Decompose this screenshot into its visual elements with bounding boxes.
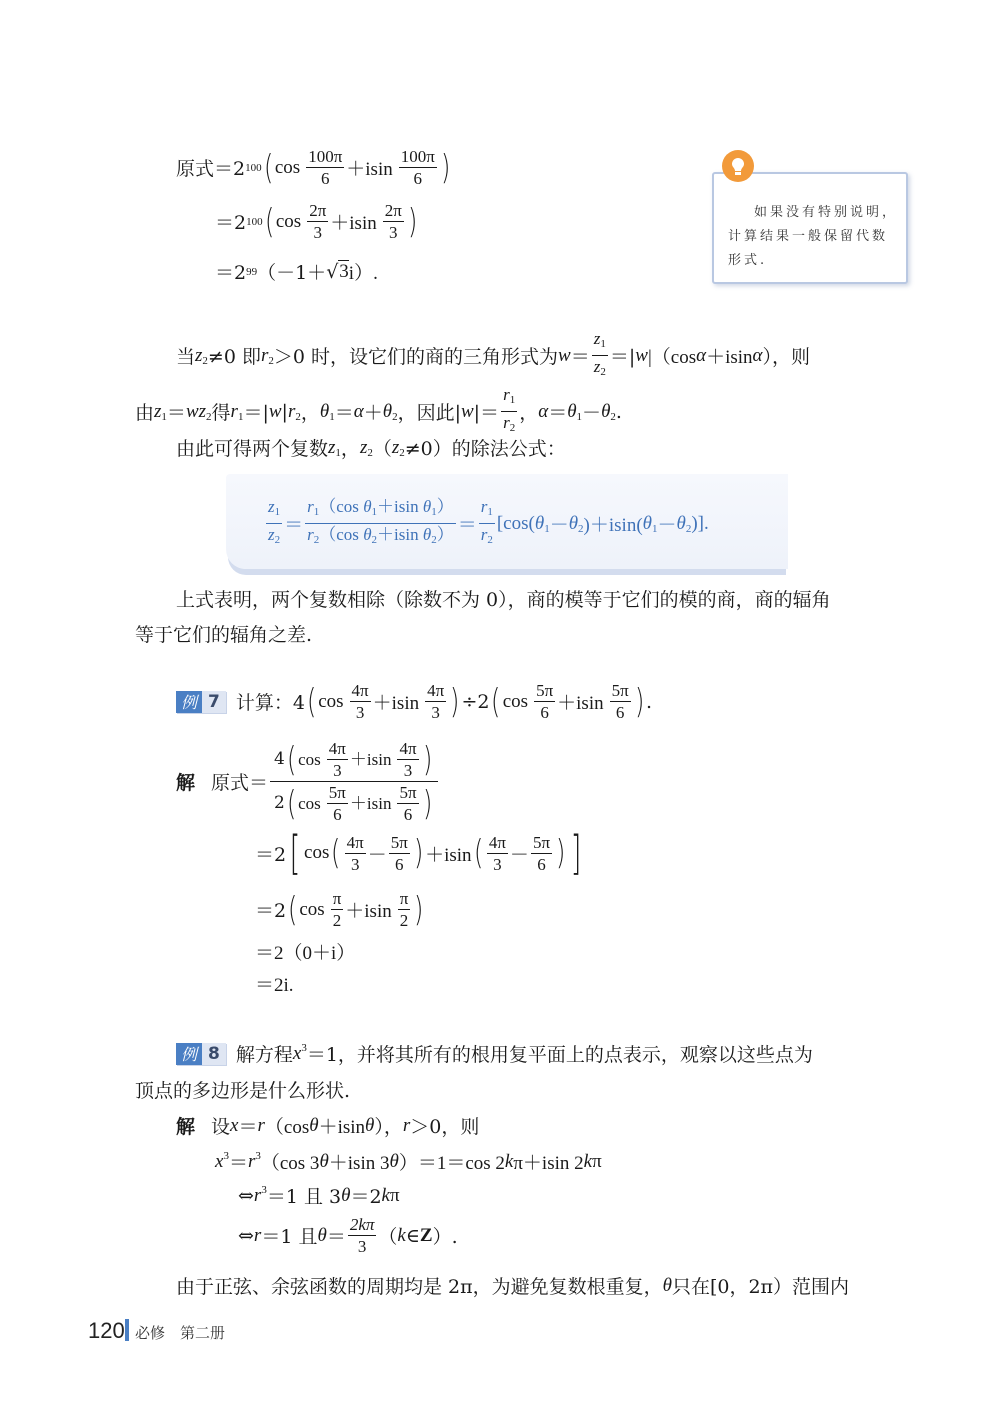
text: 4 (274, 749, 285, 769)
text: 设 (211, 1116, 231, 1138)
text: ＝ (228, 1152, 248, 1174)
text: （cos (319, 497, 364, 516)
sqrt-radicand: 3 (339, 261, 349, 282)
badge-number: 7 (202, 691, 226, 713)
text: 得 (211, 402, 231, 424)
text: 计算：4 (235, 692, 305, 714)
denominator: $z_2$ (268, 525, 281, 546)
denominator: 3 (333, 761, 342, 780)
text: Z (419, 1224, 433, 1246)
numerator: 5π (611, 681, 629, 700)
text: ＋isin (706, 347, 753, 368)
text: ＝2 (350, 1186, 382, 1208)
text: |＝ (473, 402, 500, 424)
tip-text: 如果没有特别说明，计算结果一般保留代数形式. (728, 205, 899, 268)
text: ≠0）的除法公式： (404, 438, 566, 460)
numerator: $r_1$ (479, 496, 495, 524)
text: ＝2 (255, 900, 287, 922)
paren: ( (264, 201, 274, 242)
text: ＝2 (255, 843, 287, 866)
example-7-badge (176, 691, 226, 713)
fraction (307, 200, 328, 243)
text: ＋ (363, 402, 383, 424)
paragraph-division-meaning-2: 等于它们的辐角之差. (135, 624, 313, 646)
text: 2 (274, 793, 285, 813)
denominator: 3 (403, 761, 413, 780)
fraction-r1-r2 (501, 384, 517, 439)
text: ⇔ (238, 1184, 254, 1207)
numerator: 4π (427, 681, 445, 700)
text: ＝ (334, 402, 354, 424)
denominator: 3 (357, 1237, 367, 1256)
denominator: 3 (431, 703, 440, 722)
example-8-solution-step-3: ⇔ $r^3$ ＝1 且 3 θ ＝2 k π (238, 1184, 400, 1208)
text: ＋isin (377, 525, 423, 544)
text: （－1＋ (257, 262, 327, 284)
denominator: $r_2$ (480, 525, 493, 546)
denominator: 3 (313, 223, 322, 242)
solution-label: 解 (176, 772, 196, 794)
text: （ (378, 1226, 398, 1248)
numerator: π (332, 889, 342, 908)
fraction (306, 146, 344, 189)
text: （ (372, 438, 392, 460)
paragraph-division-formula-intro: 由此可得两个复数 $z_1$ ， $z_2$ （ $z_2$ ≠0）的除法公式： (176, 434, 566, 461)
text: |（cos (647, 347, 697, 368)
text: ， (519, 402, 539, 424)
denominator: 6 (540, 703, 549, 722)
text: )＋isin( (583, 515, 643, 536)
text: ＝1 且 (261, 1226, 318, 1248)
page-number: 120 (88, 1318, 125, 1343)
numerator: 2π (309, 201, 327, 220)
denominator: 6 (320, 169, 330, 188)
text: 由此可得两个复数 (176, 438, 329, 460)
paren: ) (440, 147, 451, 188)
text: ＝1 且 3 (266, 1186, 342, 1208)
text: ＝2 (215, 262, 247, 284)
numerator: 4π (488, 832, 506, 852)
exponent: 100 (245, 161, 262, 174)
text: ≠0 即 (207, 346, 261, 368)
numerator: 2kπ (349, 1215, 375, 1234)
example-7-solution-step-2: ＝2 [ cos ( $\frac{4\pi}{3}$ － $\frac{5\pi}{6}$ ) ＋isin ( $\frac{4\pi}{3}$ － $\frac{5\pi}{6}$ ) ] (255, 826, 582, 880)
z2: $z_2$ (195, 344, 208, 367)
exponent: 100 (246, 215, 263, 228)
numerator: 4π (351, 681, 369, 700)
lightbulb-icon (718, 148, 758, 188)
text: ， (340, 438, 360, 460)
text: π＋isin 2 (513, 1153, 584, 1174)
numerator: 4π (399, 739, 417, 758)
text: ＝1，并将其所有的根用复平面上的点表示，观察以这些点为 (306, 1044, 813, 1066)
denominator: 2 (332, 911, 342, 930)
paren: ) (407, 201, 418, 242)
derivation-line-1 (176, 146, 452, 189)
text: ＝ (457, 514, 477, 536)
cos-text: cos (274, 156, 301, 178)
derivation-line-3 (215, 258, 378, 285)
fraction (383, 200, 404, 243)
denominator: 6 (615, 703, 625, 722)
text: π (389, 1184, 400, 1206)
division-formula-box (226, 474, 788, 569)
text: ＞0，则 (410, 1116, 480, 1138)
numerator: $r_1$ (501, 384, 517, 412)
text: ）. (432, 1226, 458, 1248)
text: 解方程 (235, 1044, 293, 1066)
text: － (549, 515, 569, 536)
example-8-prompt-line-2: 顶点的多边形是什么形状. (135, 1080, 351, 1102)
text: ＝| (609, 346, 636, 368)
text: ＋isin (425, 844, 472, 866)
text: ＝| (243, 402, 269, 424)
fraction-big (270, 738, 438, 825)
numerator: 5π (399, 783, 417, 802)
example-7-solution-step-3: ＝2 ( cos $\frac{\pi}{2}$ ＋isin $\frac{\pi}{2}$ ) (255, 889, 424, 930)
text: ＝ (166, 402, 186, 424)
text: ） (436, 525, 454, 544)
text: . (615, 400, 622, 423)
text: 原式＝2 (176, 158, 246, 180)
denominator: 6 (537, 854, 546, 874)
text: ＋isin 3 (328, 1153, 390, 1174)
text: 当 (176, 346, 196, 368)
badge-label: 例 (176, 691, 202, 713)
denominator: 3 (493, 854, 502, 874)
fraction-r1-r2 (479, 496, 495, 551)
text: )]. (691, 512, 709, 534)
numerator: 5π (536, 681, 554, 700)
example-8-solution-step-1: 解 设 x ＝ r （cos θ ＋isin θ ）， r ＞0，则 (176, 1112, 479, 1139)
denominator: 3 (389, 223, 398, 242)
derivation-line-2 (215, 200, 419, 243)
numerator: $r_1(\cos$ $\theta_1+isin$ $\theta_1$） (305, 496, 456, 524)
text: 由 (135, 402, 155, 424)
paragraph-quotient-intro: 当 $z_2$ ≠0 即 $r_2$ ＞0 时，设它们的商的三角形式为 w ＝ $\frac{z_1}{z_2}$ ＝| w |（cos α ＋isin α ），则 (176, 328, 810, 383)
text: － (657, 515, 677, 536)
badge-number: 8 (202, 1043, 226, 1065)
numerator: $z_1$ (592, 328, 608, 356)
text: cos (304, 842, 330, 863)
denominator: 6 (333, 805, 342, 824)
text: ，因此| (397, 402, 461, 424)
text: ÷2 (461, 690, 490, 713)
paren: ( (263, 147, 273, 188)
numerator: π (399, 889, 409, 908)
exponent: 99 (246, 265, 258, 278)
text: － (509, 843, 529, 866)
book-title: 必修 第二册 (135, 1324, 226, 1342)
denominator: $z_2$ (593, 357, 606, 378)
numerator: 100π (308, 147, 343, 166)
w-var: w (558, 344, 571, 366)
paragraph-modulus-argument: 由 $z_1$ ＝ $wz_2$ 得 $r_1$ ＝| w | $r_2$ ， $\theta_1$ ＝ α ＋ $\theta_2$ ，因此| w |＝ $\frac{r_1}{r_2}$ ， α ＝ $\theta_1$ － $\theta_2$ . (135, 384, 622, 439)
r2: $r_2$ (260, 344, 274, 367)
numerator: 4π (328, 739, 346, 758)
example-8-solution-step-2: $x^3$ ＝ $r^3$ （cos 3 θ ＋isin 3 θ ）＝1＝cos 2 k π＋isin 2 k π (215, 1150, 602, 1174)
cos-text: cos (275, 210, 302, 232)
denominator: 3 (350, 854, 360, 874)
numerator: 4π (346, 832, 364, 852)
example-8-badge (176, 1043, 226, 1065)
text: ）， (374, 1116, 403, 1138)
denominator: 6 (395, 854, 404, 874)
text: ＝ (284, 514, 304, 536)
denominator: $r_2$ (503, 413, 516, 434)
text: [cos( (496, 512, 535, 534)
text: ＋isin (318, 1117, 366, 1138)
isin-text: ＋isin (346, 159, 393, 180)
text: 原式＝ (211, 772, 269, 794)
text: i）. (348, 263, 378, 284)
numerator: 2π (384, 201, 402, 220)
fraction-trig-quotient (305, 496, 456, 551)
example-7-prompt: 例 7 计算：4 ( cos $\frac{4\pi}{3}$ ＋isin $\frac{4\pi}{3}$ ) ÷2 ( cos $\frac{5\pi}{6}$ ＋isin $\frac{5\pi}{6}$ ) . (176, 680, 652, 723)
solution-label: 解 (176, 1116, 196, 1138)
text: ） (436, 497, 454, 516)
text: （cos (264, 1117, 310, 1138)
numerator: 100π (400, 147, 435, 166)
example-7-solution-step-4: ＝2（0＋i） (255, 943, 356, 964)
fraction-2kpi-3 (348, 1214, 377, 1257)
text: ＝ (326, 1226, 346, 1248)
denominator: $r_2(\cos$ $\theta_2+isin$ $\theta_2$） (307, 525, 454, 546)
denominator: 6 (403, 805, 413, 824)
text: 只在[0，2π）范围内 (671, 1276, 850, 1298)
text: （cos 3 (260, 1153, 320, 1174)
example-7-solution-step-1 (176, 738, 440, 825)
example-7-solution-step-5: ＝2i. (255, 975, 294, 996)
division-formula: $\frac{z_1}{z_2}$ ＝ $\frac{r_1(\cos \theta_1+isin \theta_1)}{r_2(\cos \theta_2+isin \theta_2)}$ ＝ $\frac{r_1}{r_2}$ [cos( $\theta_1$ － $\theta_2$ )＋isin( $\theta_1$ － $\theta_2$ )]. (264, 496, 709, 551)
tip-box (712, 172, 908, 284)
text: ⇔ (238, 1224, 254, 1247)
isin-text: ＋isin (330, 213, 377, 234)
numerator: $z_1$ (266, 496, 282, 524)
text: ），则 (762, 346, 811, 368)
badge-label: 例 (176, 1043, 202, 1065)
numerator: 5π (390, 832, 408, 852)
denominator: 6 (413, 169, 423, 188)
text: （cos (319, 525, 364, 544)
text: ∈ (405, 1224, 420, 1247)
example-8-solution-step-4: ⇔ r ＝1 且 θ ＝ $\frac{2k\pi}{3}$ （ k ∈ Z ）. (238, 1215, 458, 1256)
denominator: 3 (355, 703, 365, 722)
numerator: 4 ( cos $\frac{4\pi}{3}$ ＋isin $\frac{4\pi}{3}$ ) (270, 738, 438, 782)
text: ＝2 (215, 212, 247, 234)
text: ＝ (548, 402, 568, 424)
fraction-z1-z2 (266, 496, 282, 551)
text: | (281, 400, 288, 423)
text: π (592, 1150, 602, 1172)
text: － (582, 402, 602, 424)
paragraph-division-meaning-1: 上式表明，两个复数相除（除数不为 0），商的模等于它们的模的商，商的辐角 (176, 589, 831, 611)
text: . (645, 690, 653, 713)
text: ＞0 时，设它们的商的三角形式为 (273, 346, 559, 368)
numerator: 5π (532, 832, 551, 852)
text: 由于正弦、余弦函数的周期均是 2π，为避免复数根重复， (176, 1276, 663, 1298)
fraction-z1-z2 (592, 328, 608, 383)
text: ， (300, 402, 320, 424)
text: ）＝1＝cos 2 (398, 1153, 505, 1174)
denominator: 2 (399, 911, 409, 930)
sqrt-symbol: √ (326, 260, 339, 283)
footer-divider (125, 1319, 129, 1341)
denominator: 2 ( cos $\frac{5\pi}{6}$ ＋isin $\frac{5\pi}{6}$ ) (274, 783, 432, 824)
example-8-prompt: 例 8 解方程 $x^3$ ＝1，并将其所有的根用复平面上的点表示，观察以这些点为 (176, 1040, 813, 1067)
fraction (399, 146, 437, 189)
paragraph-period-note: 由于正弦、余弦函数的周期均是 2π，为避免复数根重复， θ 只在[0，2π）范围内 (176, 1272, 849, 1299)
numerator: 5π (328, 783, 346, 802)
text: ＋isin (377, 497, 423, 516)
text: － (367, 843, 387, 866)
text: ＝ (238, 1116, 258, 1138)
